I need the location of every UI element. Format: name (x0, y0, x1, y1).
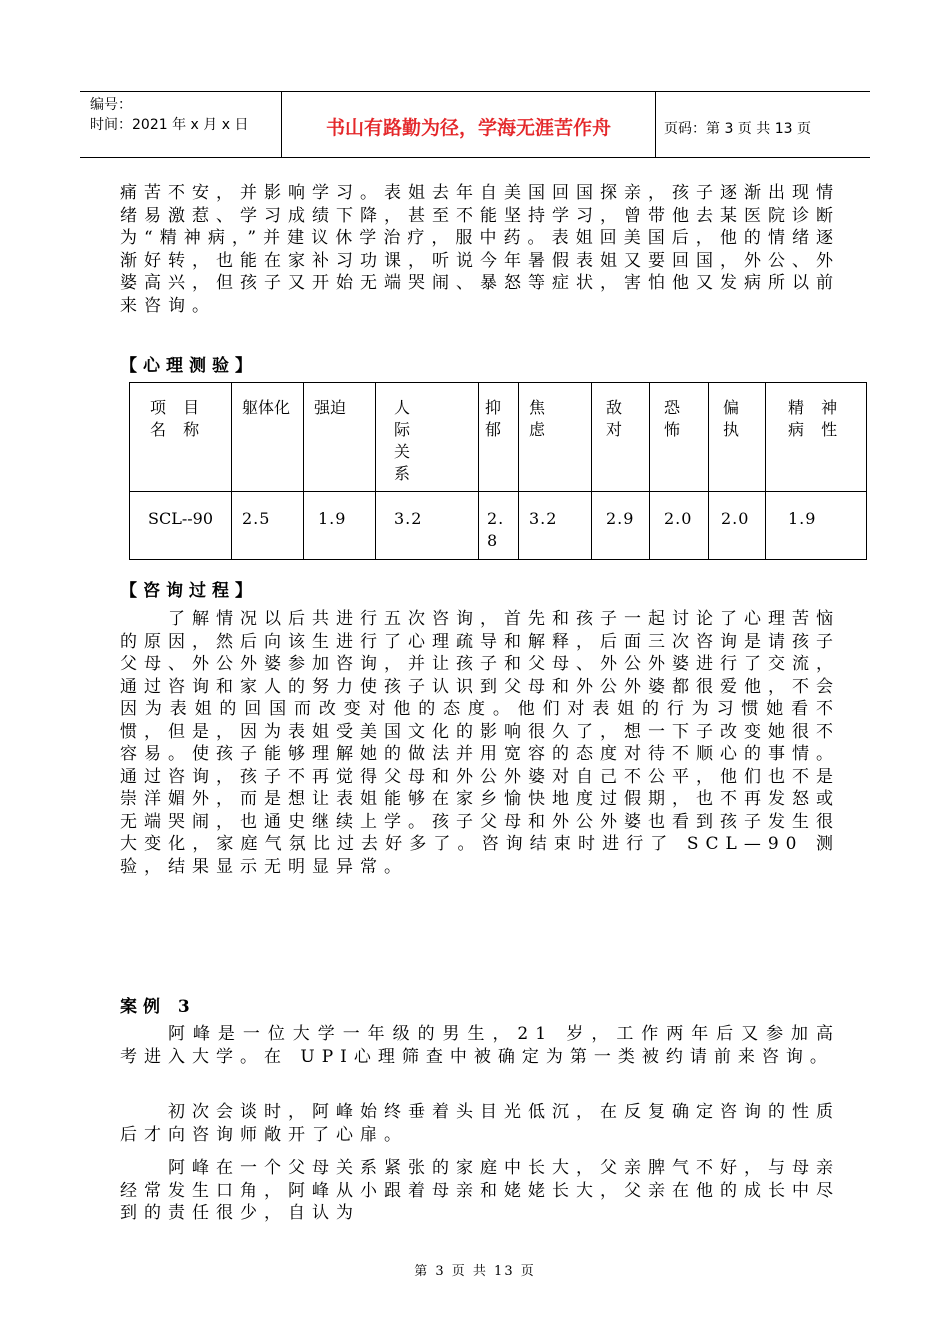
counseling-process-paragraph: 了解情况以后共进行五次咨询，首先和孩子一起讨论了心理苦恼的原因，然后向该生进行了心理疏导和解释，后面三次咨询是请孩子父母、外公外婆参加咨询，并让孩子和父母、外公外婆进行了交流，通过咨询和家人的努力使孩子认识到父母和外公外婆都很爱他，不会因为表姐的回国而改变对他的态度。他们对表姐的行为习惯她看不惯，但是，因为表姐受美国文化的影响很久了，想一下子改变她很不容易。使孩子能够理解她的做法并用宽容的态度对待不顺心的事情。通过咨询，孩子不再觉得父母和外公外婆对自己不公平，他们也不是崇洋媚外，而是想让表姐能够在家乡愉快地度过假期，也不再发怒或无端哭闹，也通史继续上学。孩子父母和外公外婆也看到孩子发生很大变化，家庭气氛比过去好多了。咨询结束时进行了 SCL—90 测验，结果显示无明显异常。 (120, 609, 840, 877)
table-cell: 3.2 (376, 492, 479, 560)
psych-test-heading: 【心理测验】 (120, 356, 258, 376)
table-cell: 2.5 (232, 492, 304, 560)
table-header-cell: 躯体化 (232, 383, 304, 492)
case3-paragraph-1: 阿峰是一位大学一年级的男生，21 岁，工作两年后又参加高考进入大学。在 UPI心理筛查中被确定为第一类被约请前来咨询。 (120, 1024, 840, 1067)
counseling-process-heading: 【咨询过程】 (120, 581, 258, 601)
header-top-rule (80, 91, 870, 92)
page-footer-number: 第 3 页 共 13 页 (414, 1264, 536, 1279)
table-header-cell: 敌对 (592, 383, 650, 492)
table-row (130, 492, 867, 560)
header-motto: 书山有路勤为径，学海无涯苦作舟 (325, 117, 611, 139)
case3-paragraph-3: 阿峰在一个父母关系紧张的家庭中长大，父亲脾气不好，与母亲经常发生口角，阿峰从小跟着母亲和姥姥长大，父亲在他的成长中尽到的责任很少，自认为 (120, 1158, 840, 1223)
case3-heading: 案例 3 (120, 997, 196, 1017)
case3-paragraph-2: 初次会谈时，阿峰始终垂着头目光低沉，在反复确定咨询的性质后才向咨询师敞开了心扉。 (120, 1102, 840, 1145)
header-divider-right (655, 91, 656, 158)
table-header-cell: 恐怖 (650, 383, 709, 492)
table-cell: 2.8 (479, 492, 519, 560)
scl90-table (129, 382, 867, 560)
header-bottom-rule (80, 157, 870, 158)
table-cell: 1.9 (766, 492, 867, 560)
serial-label: 编号： (90, 97, 132, 113)
table-header-cell: 抑郁 (479, 383, 519, 492)
table-header-cell: 强迫 (304, 383, 376, 492)
case2-intro-paragraph: 痛苦不安，并影响学习。表姐去年自美国回国探亲，孩子逐渐出现情绪易激惹、学习成绩下降，甚至不能坚持学习，曾带他去某医院诊断为“精神病，”并建议休学治疗，服中药。表姐回美国后，他的情绪逐渐好转，也能在家补习功课，听说今年暑假表姐又要回国，外公、外婆高兴，但孩子又开始无端哭闹、暴怒等症状，害怕他又发病所以前来咨询。 (120, 183, 840, 316)
table-cell: 2.0 (650, 492, 709, 560)
table-cell: 2.0 (709, 492, 766, 560)
table-header-cell: 项 目 名 称 (130, 383, 232, 492)
table-cell: 2.9 (592, 492, 650, 560)
table-cell: SCL--90 (130, 492, 232, 560)
time-label: 时间：2021 年 x 月 x 日 (90, 117, 249, 133)
table-cell: 1.9 (304, 492, 376, 560)
table-header-cell: 精 神 病 性 (766, 383, 867, 492)
table-header-row (130, 383, 867, 492)
header-page-label: 页码：第 3 页 共 13 页 (664, 121, 811, 137)
table-cell: 3.2 (519, 492, 592, 560)
table-header-cell: 偏执 (709, 383, 766, 492)
header-meta (90, 95, 248, 135)
table-header-cell: 焦虑 (519, 383, 592, 492)
table-header-cell: 人际关系 (376, 383, 479, 492)
